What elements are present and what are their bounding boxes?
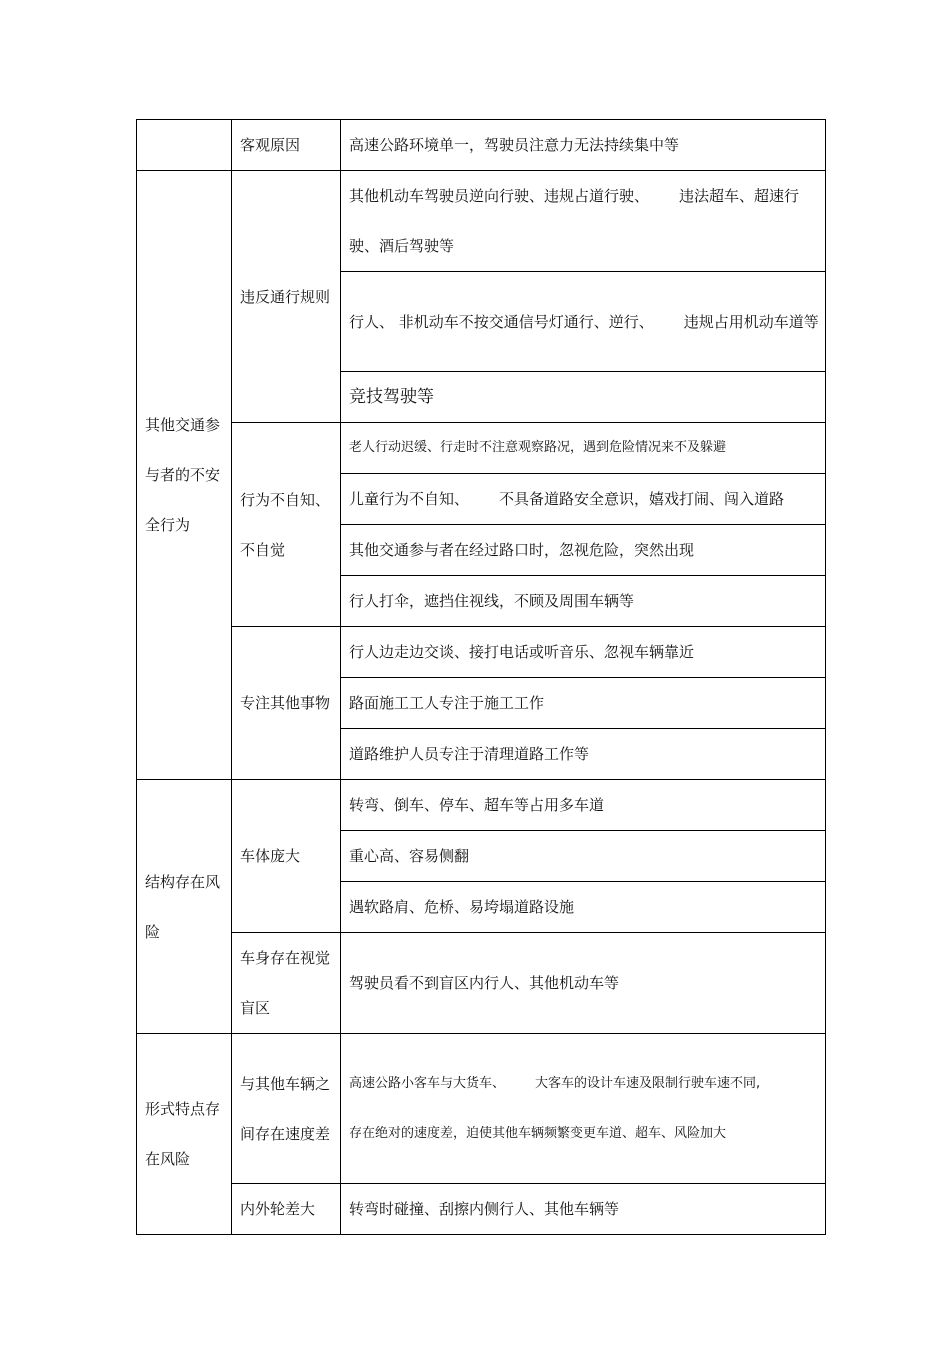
description-cell: 其他机动车驾驶员逆向行驶、违规占道行驶、 违法超车、超速行驶、酒后驾驶等	[341, 171, 826, 272]
description-cell: 转弯、倒车、停车、超车等占用多车道	[341, 780, 826, 831]
description-cell: 遇软路肩、危桥、易垮塌道路设施	[341, 882, 826, 933]
group-label: 结构存在风险	[145, 872, 221, 941]
description-cell: 路面施工工人专注于施工工作	[341, 678, 826, 729]
sub-category-cell	[232, 171, 341, 423]
sub-category-label: 行为不自知、不自觉	[240, 490, 331, 559]
table-row	[137, 423, 826, 474]
sub-category-cell	[232, 780, 341, 933]
sub-category-cell	[232, 933, 341, 1034]
group-cell	[137, 171, 232, 780]
table-row	[137, 171, 826, 272]
group-cell-empty	[137, 120, 232, 171]
description-cell: 道路维护人员专注于清理道路工作等	[341, 729, 826, 780]
sub-category-label: 违反通行规则	[240, 287, 331, 306]
description-cell: 驾驶员看不到盲区内行人、其他机动车等	[341, 933, 826, 1034]
sub-category-cell	[232, 1184, 341, 1235]
group-cell	[137, 1034, 232, 1235]
description-cell: 其他交通参与者在经过路口时，忽视危险，突然出现	[341, 525, 826, 576]
description-cell: 儿童行为不自知、 不具备道路安全意识，嬉戏打闹、闯入道路	[341, 474, 826, 525]
table-row	[137, 120, 826, 171]
sub-category-cell	[232, 423, 341, 627]
description-cell: 高速公路环境单一，驾驶员注意力无法持续集中等	[341, 120, 826, 171]
table-row	[137, 627, 826, 678]
description-cell: 重心高、容易侧翻	[341, 831, 826, 882]
description-cell: 行人边走边交谈、接打电话或听音乐、忽视车辆靠近	[341, 627, 826, 678]
sub-category-label: 专注其他事物	[240, 694, 331, 712]
sub-category-label: 车身存在视觉盲区	[240, 949, 331, 1017]
sub-category-label: 与其他车辆之间存在速度差	[240, 1074, 331, 1143]
table-row	[137, 1184, 826, 1235]
table-row	[137, 780, 826, 831]
risk-table	[136, 119, 826, 1235]
description-cell: 老人行动迟缓、行走时不注意观察路况，遇到危险情况来不及躲避	[341, 423, 826, 474]
description-cell: 竞技驾驶等	[341, 372, 826, 423]
sub-category-cell	[232, 627, 341, 780]
table-row	[137, 1034, 826, 1184]
description-cell: 转弯时碰撞、刮擦内侧行人、其他车辆等	[341, 1184, 826, 1235]
table-row	[137, 933, 826, 1034]
group-label: 其他交通参与者的不安全行为	[145, 416, 221, 534]
sub-category-label: 内外轮差大	[240, 1200, 316, 1218]
description-cell: 高速公路小客车与大货车、 大客车的设计车速及限制行驶车速不同, 存在绝对的速度差，迫使其他车辆频繁变更车道、超车、风险加大	[341, 1034, 826, 1184]
sub-category-cell: 客观原因	[232, 120, 341, 171]
group-label: 形式特点存在风险	[145, 1100, 221, 1168]
sub-category-cell	[232, 1034, 341, 1184]
description-cell: 行人打伞，遮挡住视线，不顾及周围车辆等	[341, 576, 826, 627]
group-cell	[137, 780, 232, 1034]
description-cell: 行人、 非机动车不按交通信号灯通行、逆行、 违规占用机动车道等	[341, 272, 826, 372]
sub-category-label: 车体庞大	[240, 847, 301, 865]
